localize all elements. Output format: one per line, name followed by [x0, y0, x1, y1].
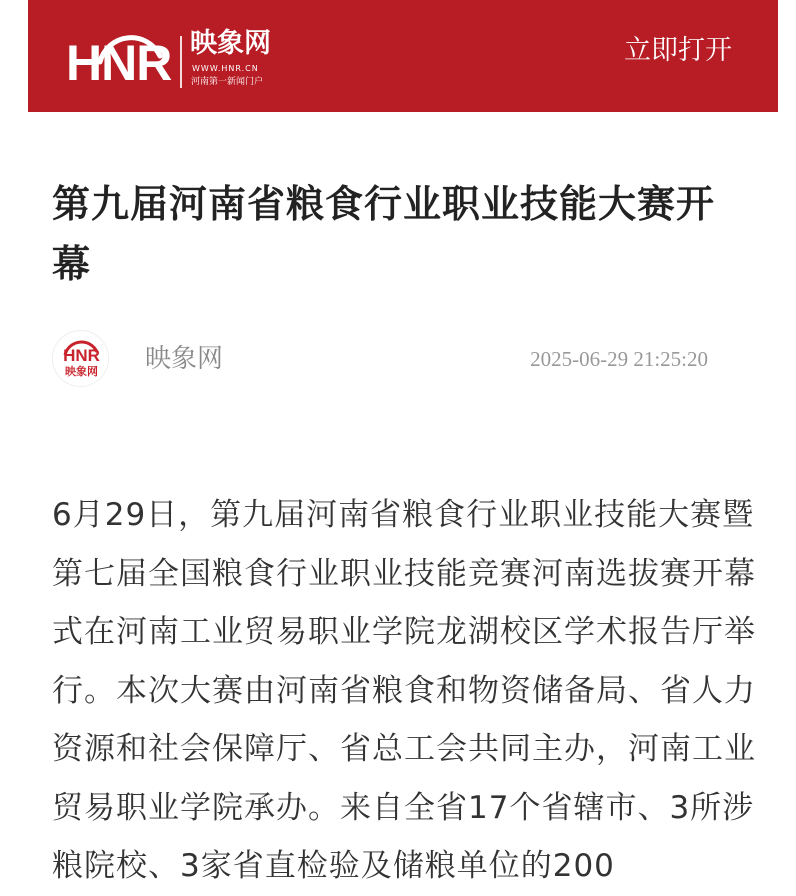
author-avatar[interactable]: [52, 330, 109, 387]
logo-slogan: 河南第一新闻门户: [191, 77, 264, 87]
author-name[interactable]: 映象网: [145, 344, 224, 374]
article-body: 6月29日，第九届河南省粮食行业职业技能大赛暨第七届全国粮食行业职业技能竞赛河南选拔赛开幕式在河南工业贸易职业学院龙湖校区学术报告厅举行。本次大赛由河南省粮食和物资储备局、省人力资源和社会保障厅、省总工会共同主办，河南工业贸易职业学院承办。来自全省17个省辖市、3所涉粮院校、3家省直检验及储粮单位的200: [52, 497, 756, 884]
hnr-logo[interactable]: [66, 20, 286, 90]
logo-hnr-text: HNR: [66, 35, 172, 91]
logo-divider: [180, 36, 182, 88]
top-banner: [28, 0, 778, 112]
avatar-logo-cn: 映象网: [65, 365, 98, 378]
logo-site-name: 映象网: [190, 28, 271, 59]
logo-url: WWW.HNR.CN: [192, 64, 259, 73]
avatar-logo-text: HNR: [63, 346, 100, 365]
publish-time: 2025-06-29 21:25:20: [530, 347, 708, 371]
open-app-button[interactable]: 立即打开: [624, 35, 732, 66]
avatar-logo-icon: [53, 331, 109, 387]
article-title: 第九届河南省粮食行业职业技能大赛开幕: [52, 182, 716, 286]
